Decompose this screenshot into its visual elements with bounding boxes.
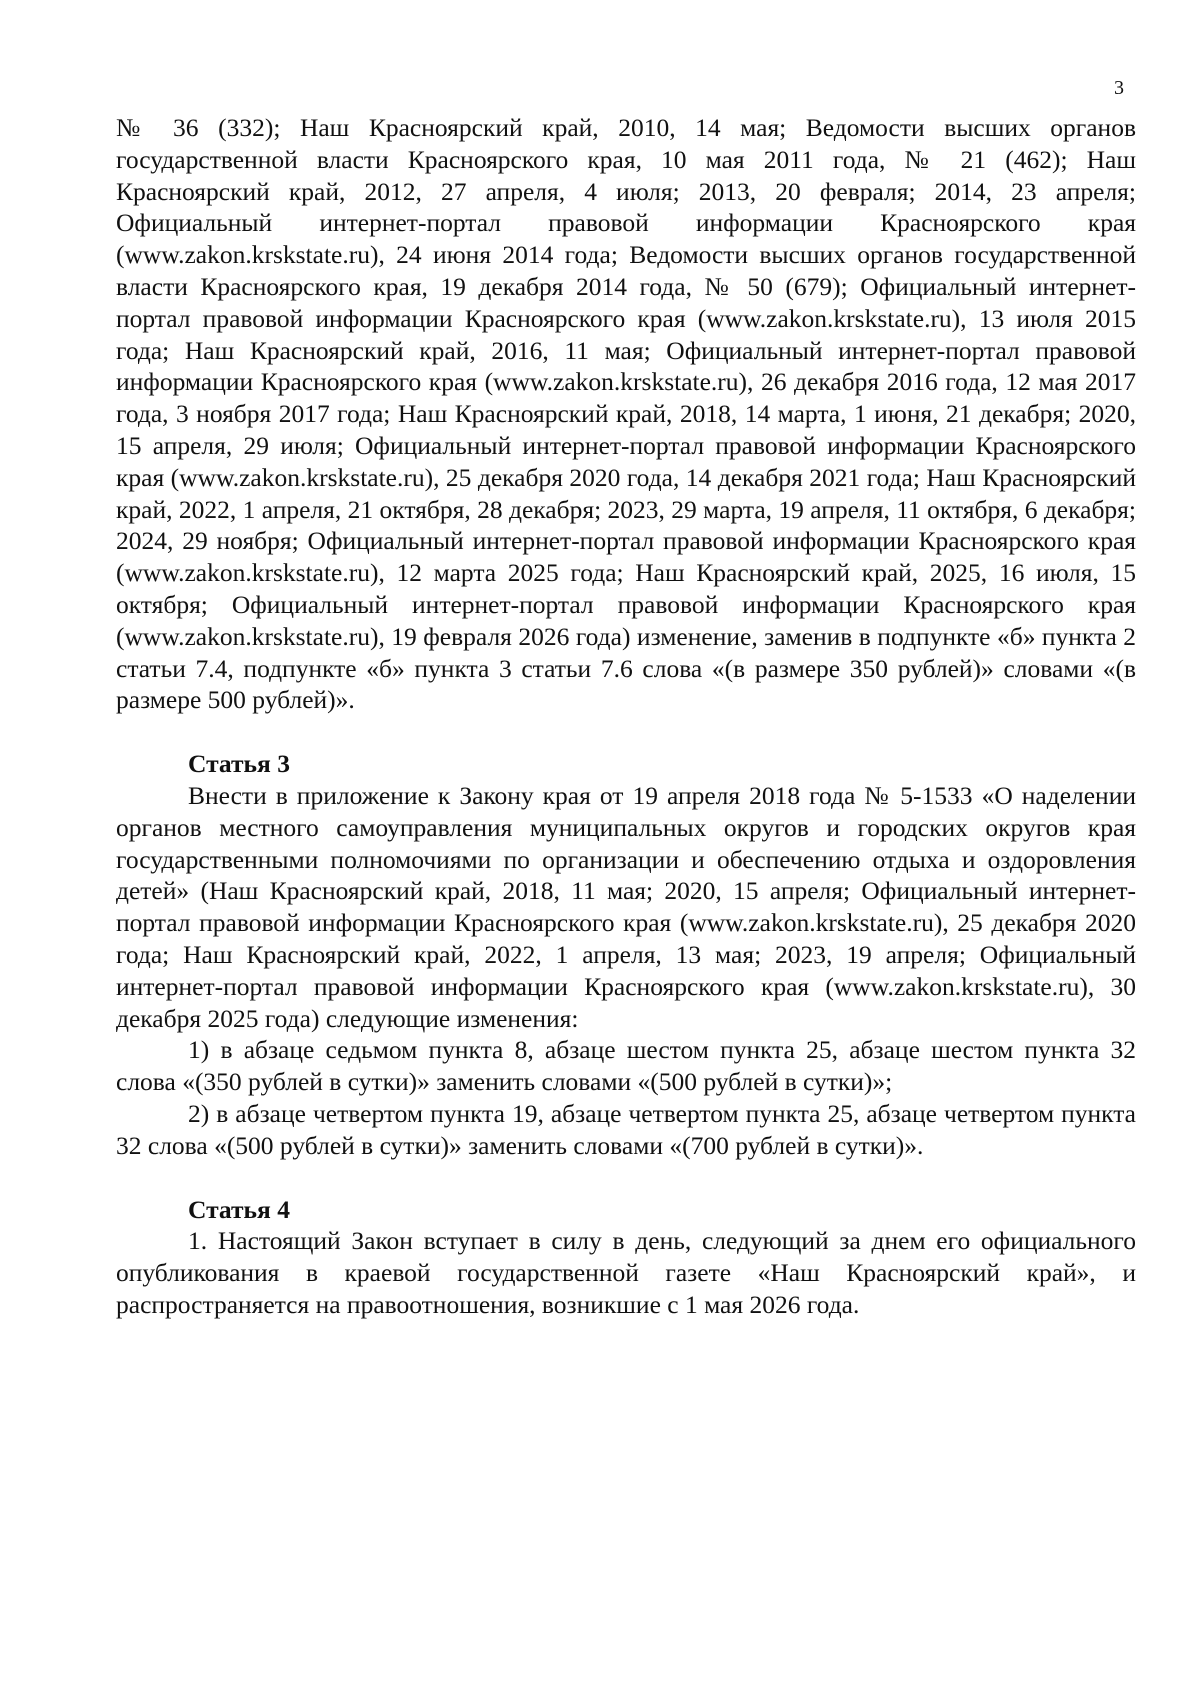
article-4-heading: Статья 4: [188, 1194, 290, 1224]
article-3-item-2: 2) в абзаце четвертом пункта 19, абзаце четвертом пункта 25, абзаце четвертом пункта 32 слова «(500 рублей в сутки)» заменить словами «(700 рублей в сутки)».: [116, 1098, 1136, 1160]
continuation-paragraph: № 36 (332); Наш Красноярский край, 2010, 14 мая; Ведомости высших органов государственной власти Красноярского края, 10 мая 2011 года, № 21 (462); Наш Красноярский край, 2012, 27 апреля, 4 июля; 2013, 20 февраля; 2014, 23 апреля; Официальный интернет-портал правовой информации Красноярского края (www.zakon.krskstate.ru), 24 июня 2014 года; Ведомости высших органов государственной власти Красноярского края, 19 декабря 2014 года, № 50 (679); Официальный интернет-портал правовой информации Красноярского края (www.zakon.krskstate.ru), 13 июля 2015 года; Наш Красноярский край, 2016, 11 мая; Официальный интернет-портал правовой информации Красноярского края (www.zakon.krskstate.ru), 26 декабря 2016 года, 12 мая 2017 года, 3 ноября 2017 года; Наш Красноярский край, 2018, 14 марта, 1 июня, 21 декабря; 2020, 15 апреля, 29 июля; Официальный интернет-портал правовой информации Красноярского края (www.zakon.krskstate.ru), 25 декабря 2020 года, 14 декабря 2021 года; Наш Красноярский край, 2022, 1 апреля, 21 октября, 28 декабря; 2023, 29 марта, 19 апреля, 11 октября, 6 декабря; 2024, 29 ноября; Официальный интернет-портал правовой информации Красноярского края (www.zakon.krskstate.ru), 12 марта 2025 года; Наш Красноярский край, 2025, 16 июля, 15 октября; Официальный интернет-портал правовой информации Красноярского края (www.zakon.krskstate.ru), 19 февраля 2026 года) изменение, заменив в подпункте «б» пункта 2 статьи 7.4, подпункте «б» пункта 3 статьи 7.6 слова «(в размере 350 рублей)» словами «(в размере 500 рублей)».: [116, 113, 1136, 715]
article-4-item-1: 1. Настоящий Закон вступает в силу в день, следующий за днем его официального опубликования в краевой государственной газете «Наш Красноярский край», и распространяется на правоотношения, возникшие с 1 мая 2026 года.: [116, 1226, 1136, 1319]
article-3-item-1: 1) в абзаце седьмом пункта 8, абзаце шестом пункта 25, абзаце шестом пункта 32 слова «(350 рублей в сутки)» заменить словами «(500 рублей в сутки)»;: [116, 1035, 1136, 1097]
spacer: [116, 1162, 1136, 1194]
document-body: [116, 112, 1136, 1321]
article-3-heading: Статья 3: [188, 749, 290, 779]
article-3-intro-paragraph: Внести в приложение к Закону края от 19 апреля 2018 года № 5-1533 «О наделении органов местного самоуправления муниципальных округов и городских округов края государственными полномочиями по организации и обеспечению отдыха и оздоровления детей» (Наш Красноярский край, 2018, 11 мая; 2020, 15 апреля; Официальный интернет-портал правовой информации Красноярского края (www.zakon.krskstate.ru), 25 декабря 2020 года; Наш Красноярский край, 2022, 1 апреля, 13 мая; 2023, 19 апреля; Официальный интернет-портал правовой информации Красноярского края (www.zakon.krskstate.ru), 30 декабря 2025 года) следующие изменения:: [116, 780, 1136, 1033]
spacer: [116, 716, 1136, 748]
page-number: 3: [1114, 77, 1124, 99]
